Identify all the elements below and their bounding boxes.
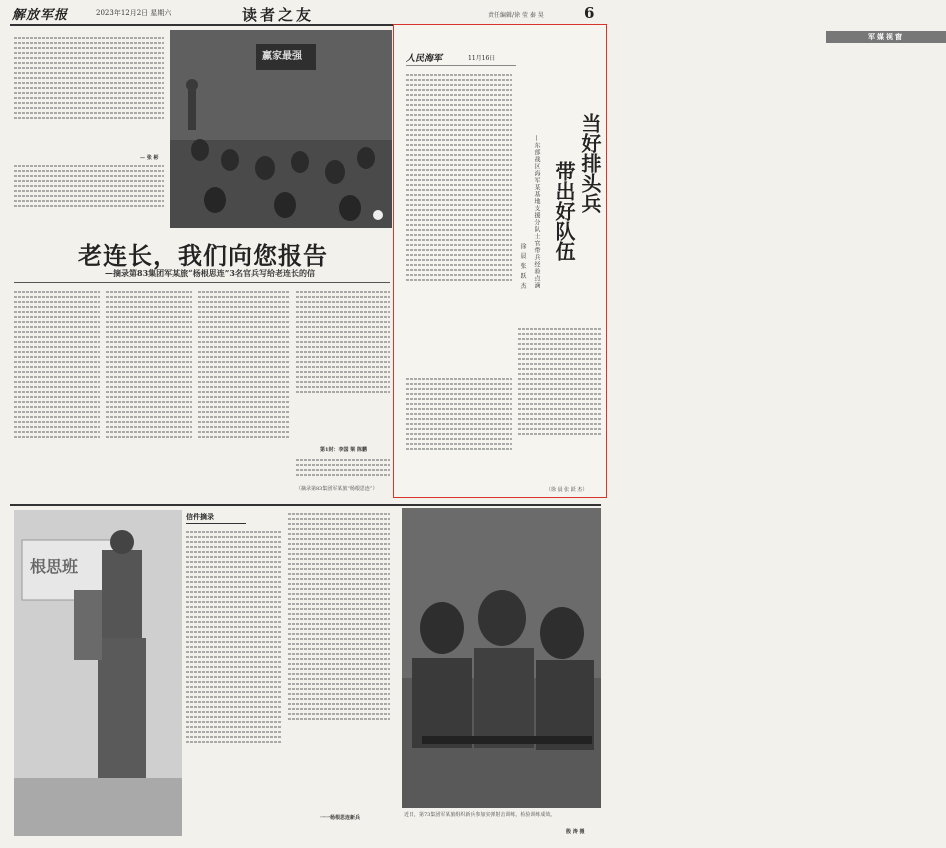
letter-closing-credits: 第1封：李国 梁 陈鹏 [320,447,367,453]
sidebar-military-media [393,24,904,498]
bottom-photo-banner-text: 根思班 [30,557,79,576]
bottom-photo-caption: 近日，第73集团军某旅组织新兵参加实弹射击训练，检验训练成效。 [404,812,556,818]
sidebar-title-line-1: 当好排头兵 [578,113,602,213]
article-column-1 [14,288,100,500]
sidebar-byline: 徐 晨 张 跃 杰 [519,243,526,290]
sidebar-text-1 [406,71,512,371]
source-rule [406,65,516,66]
letters-column-1 [186,528,282,832]
sidebar-text-2 [406,375,512,485]
article-column-2 [106,288,192,500]
sidebar-byline-end: （徐 晨 张 跃 杰） [546,487,588,493]
article-column-3 [198,288,290,500]
source-date: 11月16日 [468,55,496,62]
masthead [10,4,601,26]
letters-column-2 [288,510,390,810]
newspaper-logo: 解放军报 [12,8,69,23]
title-divider [14,282,390,283]
page-number: 6 [584,4,595,22]
letters-signature: 一一杨根思连新兵 [320,815,361,821]
intro-signature: — 张 彬 [140,155,159,161]
bottom-photo-credit: 殷 涛 摄 [566,829,585,835]
sidebar-heading: 军媒视窗 [826,31,946,43]
sidebar-title-line-2: 带出好队伍 [552,161,576,261]
sidebar-text-3 [518,325,602,485]
letters-heading: 信件摘录 [186,512,246,524]
editors-credit: 责任编辑/徐 莹 秦 昊 [488,12,544,19]
intro-text-block [14,34,164,154]
sidebar-subtitle: —东部战区海军某基地支援分队士官带兵经验点滴 [533,135,540,289]
source-name: 人民海军 [406,54,443,64]
intro-text-block-2 [14,162,164,226]
soldiers-shooting-illustration [402,508,601,808]
article-column-4b [296,456,390,484]
issue-date: 2023年12月2日 星期六 [96,9,172,17]
photo-banner-text: 赢家最强 [262,51,302,62]
section-title: 读者之友 [242,6,315,24]
section-separator [10,504,601,506]
article-subtitle: —摘录第83集团军某旅“杨根思连”3名官兵写给老连长的信 [105,268,315,278]
article-footer-credit: （摘录第83集团军某旅“杨根思连”） [296,486,378,492]
article-column-4 [296,288,390,438]
bottom-right-photo [402,508,601,808]
article-title: 老连长，我们向您报告 [78,242,328,270]
main-photo-soldiers [170,30,392,228]
bottom-left-photo [14,510,182,836]
